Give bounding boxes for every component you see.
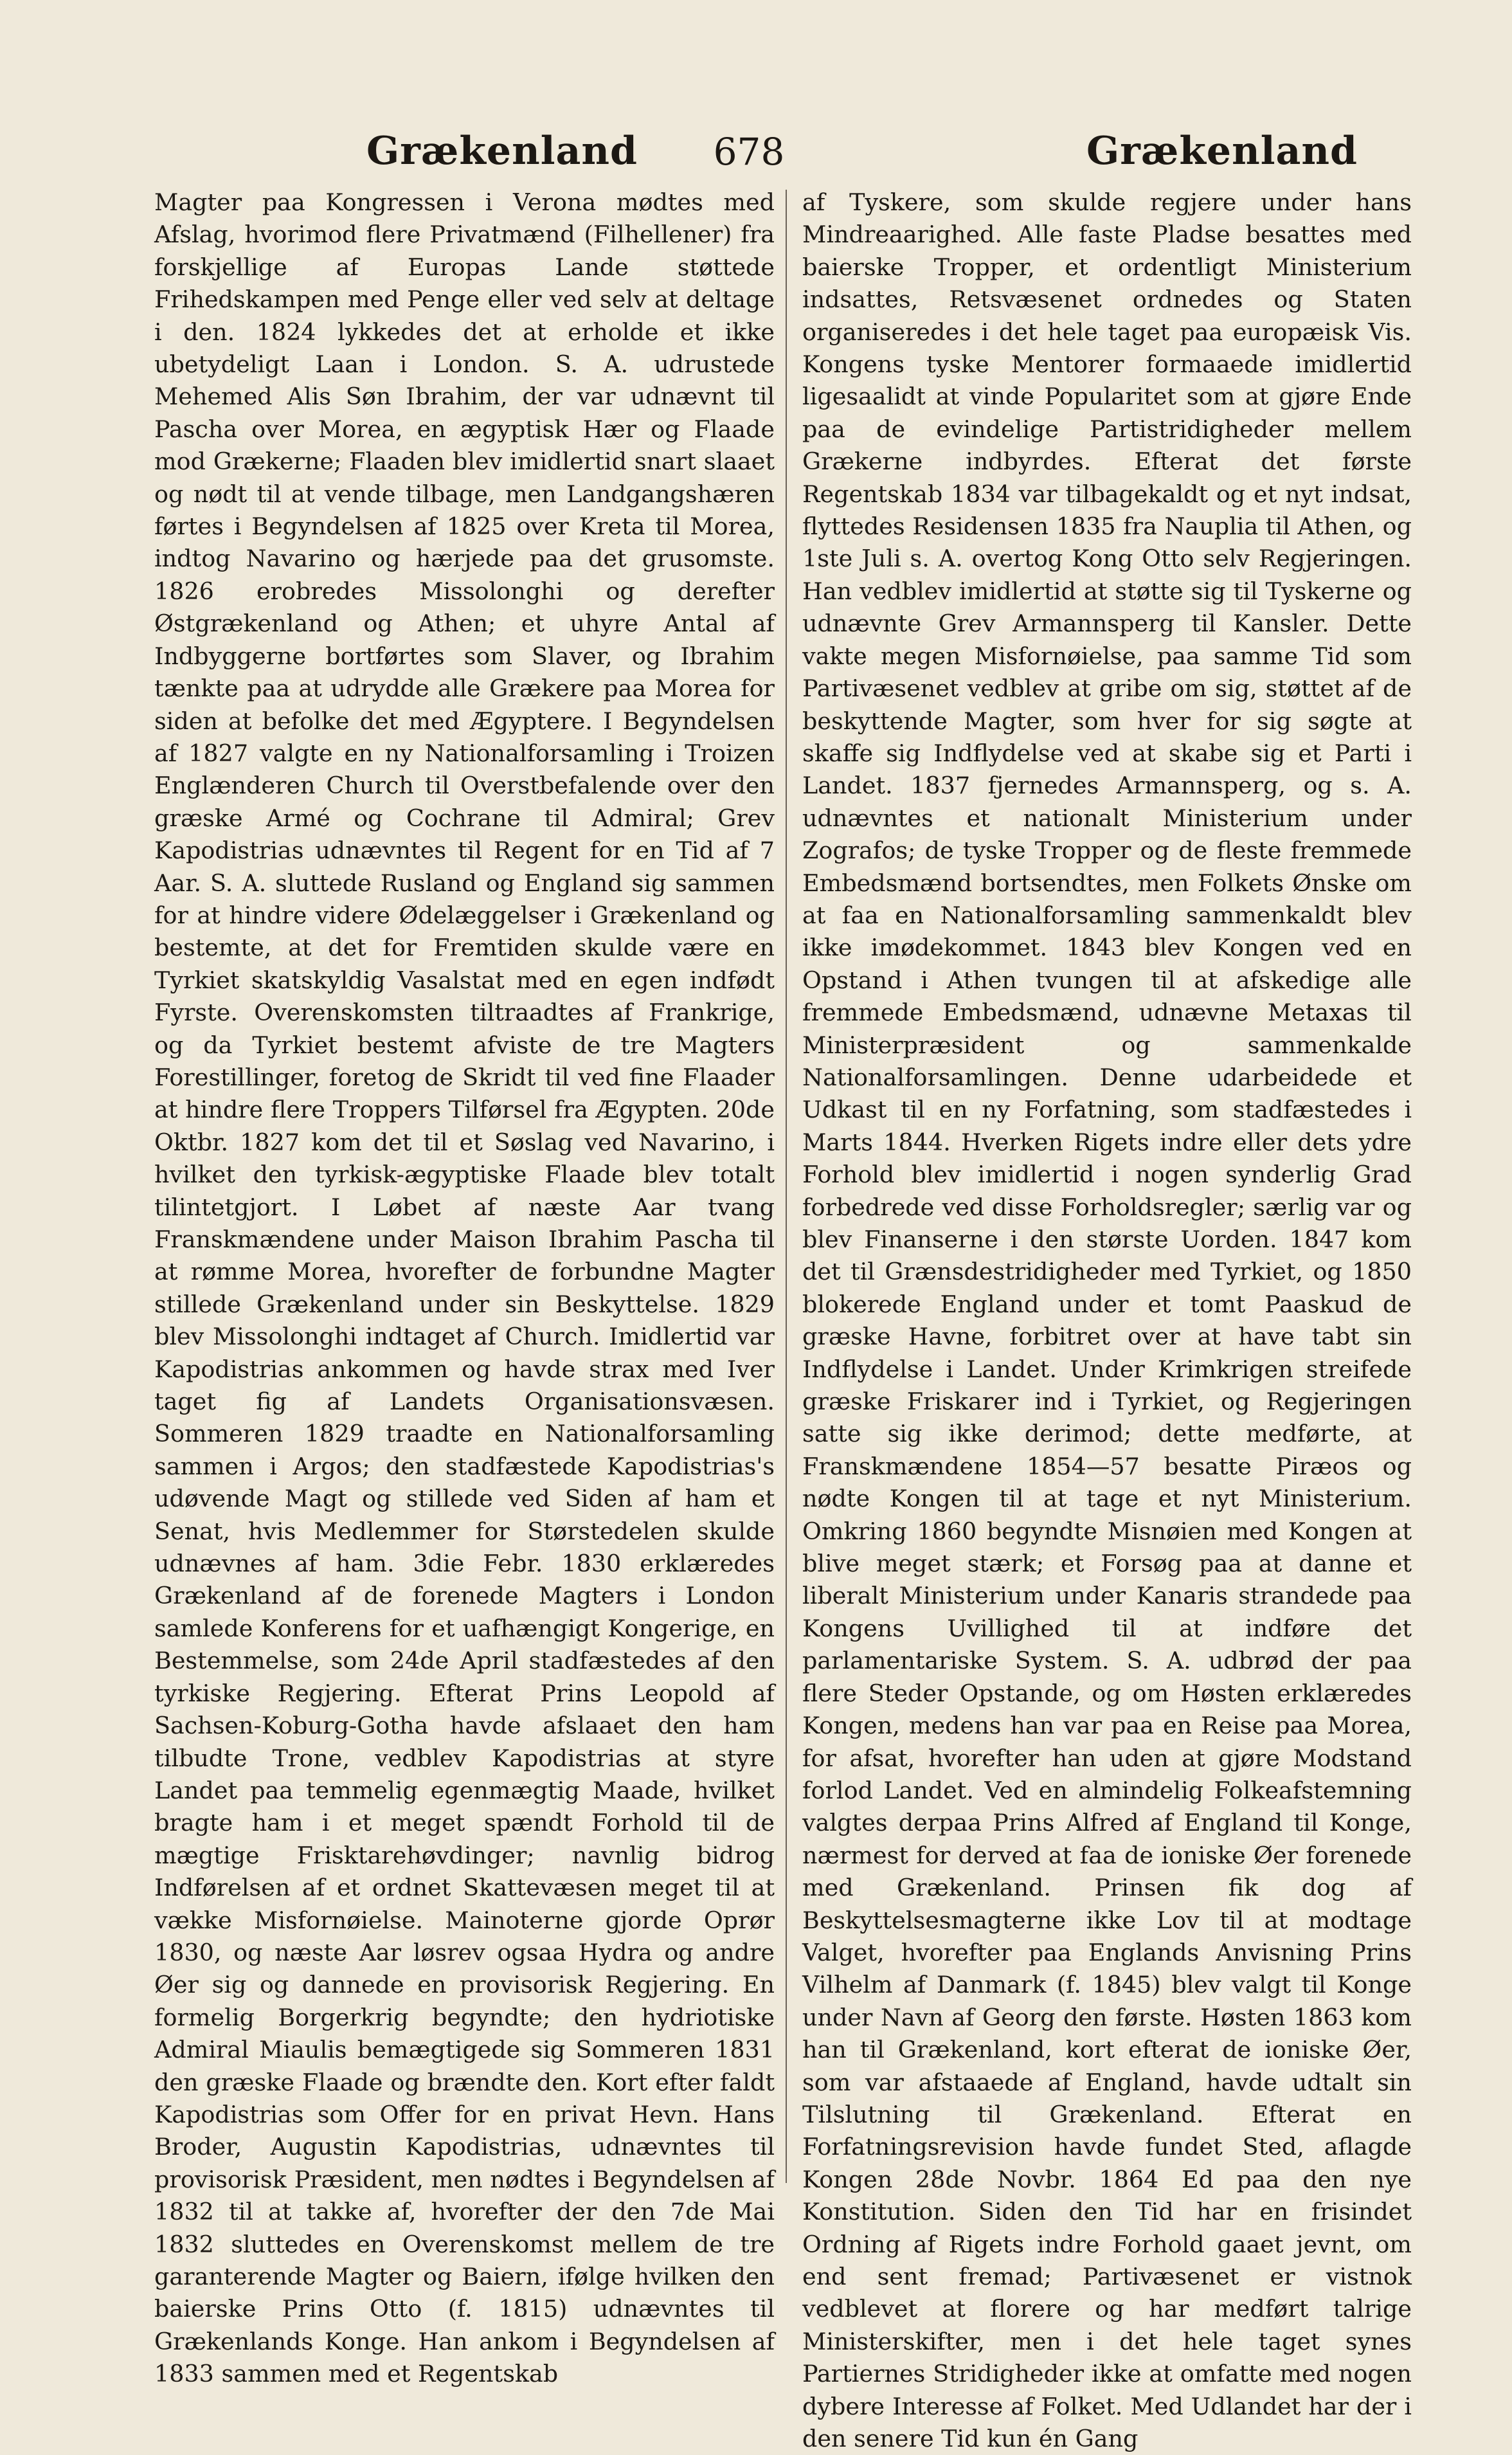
- running-header: [148, 122, 1358, 180]
- header-left-word: Grækenland: [366, 129, 638, 174]
- left-column-text: Magter paa Kongressen i Verona mødtes med Afslag, hvorimod flere Privatmænd (Filhellener) fra forskjellige af Europas Lande støttede Frihedskampen med Penge eller ved selv at deltage i den. 1824 lykkedes det at erholde et ikke ubetydeligt Laan i London. S. A. udrustede Mehemed Alis Søn Ibrahim, der var udnævnt til Pascha over Morea, en ægyptisk Hær og Flaade mod Grækerne; Flaaden blev imidlertid snart slaaet og nødt til at vende tilbage, men Landgangshæren førtes i Begyndelsen af 1825 over Kreta til Morea, indtog Navarino og hærjede paa det grusomste. 1826 erobredes Missolonghi og derefter Østgrækenland og Athen; et uhyre Antal af Indbyggerne bortførtes som Slaver, og Ibrahim tænkte paa at udrydde alle Grækere paa Morea for siden at befolke det med Ægyptere. I Begyndelsen af 1827 valgte en ny Nationalforsamling i Troizen Englænderen Church til Overstbefalende over den græske Armé og Cochrane til Admiral; Grev Kapodistrias udnævntes til Regent for en Tid af 7 Aar. S. A. sluttede Rusland og England sig sammen for at hindre videre Ødelæggelser i Grækenland og bestemte, at det for Fremtiden skulde være en Tyrkiet skatskyldig Vasalstat med en egen indfødt Fyrste. Overenskomsten tiltraadtes af Frankrige, og da Tyrkiet bestemt afviste de tre Magters Forestillinger, foretog de Skridt til ved fine Flaader at hindre flere Troppers Tilførsel fra Ægypten. 20de Oktbr. 1827 kom det til et Søslag ved Navarino, i hvilket den tyrkisk-ægyptiske Flaade blev totalt tilintetgjort. I Løbet af næste Aar tvang Franskmændene under Maison Ibrahim Pascha til at rømme Morea, hvorefter de forbundne Magter stillede Grækenland under sin Beskyttelse. 1829 blev Missolonghi indtaget af Church. Imidlertid var Kapodistrias ankommen og havde strax med Iver taget fig af Landets Organisationsvæsen. Sommeren 1829 traadte en Nationalforsamling sammen i Argos; den stadfæstede Kapodistrias's udøvende Magt og stillede ved Siden af ham et Senat, hvis Medlemmer for Størstedelen skulde udnævnes af ham. 3die Febr. 1830 erklæredes Grækenland af de forenede Magters i London samlede Konferens for et uafhængigt Kongerige, en Bestemmelse, som 24de April stadfæstedes af den tyrkiske Regjering. Efterat Prins Leopold af Sachsen-Koburg-Gotha havde afslaaet den ham tilbudte Trone, vedblev Kapodistrias at styre Landet paa temmelig egenmægtig Maade, hvilket bragte ham i et meget spændt Forhold til de mægtige Frisktarehøvdinger; navnlig bidrog Indførelsen af et ordnet Skattevæsen meget til at vække Misfornøielse. Mainoterne gjorde Oprør 1830, og næste Aar løsrev ogsaa Hydra og andre Øer sig og dannede en provisorisk Regjering. En formelig Borgerkrig begyndte; den hydriotiske Admiral Miaulis bemægtigede sig Sommeren 1831 den græske Flaade og brændte den. Kort efter faldt Kapodistrias som Offer for en privat Hevn. Hans Broder, Augustin Kapodistrias, udnævntes til provisorisk Præsident, men nødtes i Begyndelsen af 1832 til at takke af, hvorefter der den 7de Mai 1832 sluttedes en Overenskomst mellem de tre garanterende Magter og Baiern, ifølge hvilken den baierske Prins Otto (f. 1815) udnævntes til Grækenlands Konge. Han ankom i Begyndelsen af 1833 sammen med et Regentskab: [154, 188, 775, 2388]
- right-column-text: af Tyskere, som skulde regjere under hans Mindreaarighed. Alle faste Pladse besattes med baierske Tropper, et ordentligt Ministerium indsattes, Retsvæsenet ordnedes og Staten organiseredes i det hele taget paa europæisk Vis. Kongens tyske Mentorer formaaede imidlertid ligesaalidt at vinde Popularitet som at gjøre Ende paa de evindelige Partistridigheder mellem Grækerne indbyrdes. Efterat det første Regentskab 1834 var tilbagekaldt og et nyt indsat, flyttedes Residensen 1835 fra Nauplia til Athen, og 1ste Juli s. A. overtog Kong Otto selv Regjeringen. Han vedblev imidlertid at støtte sig til Tyskerne og udnævnte Grev Armannsperg til Kansler. Dette vakte megen Misfornøielse, paa samme Tid som Partivæsenet vedblev at gribe om sig, støttet af de beskyttende Magter, som hver for sig søgte at skaffe sig Indflydelse ved at skabe sig et Parti i Landet. 1837 fjernedes Armannsperg, og s. A. udnævntes et nationalt Ministerium under Zografos; de tyske Tropper og de fleste fremmede Embedsmænd bortsendtes, men Folkets Ønske om at faa en Nationalforsamling sammenkaldt blev ikke imødekommet. 1843 blev Kongen ved en Opstand i Athen tvungen til at afskedige alle fremmede Embedsmænd, udnævne Metaxas til Ministerpræsident og sammenkalde Nationalforsamlingen. Denne udarbeidede et Udkast til en ny Forfatning, som stadfæstedes i Marts 1844. Hverken Rigets indre eller dets ydre Forhold blev imidlertid i nogen synderlig Grad forbedrede ved disse Forholdsregler; særlig var og blev Finanserne i den største Uorden. 1847 kom det til Grænsdestridigheder med Tyrkiet, og 1850 blokerede England under et tomt Paaskud de græske Havne, forbitret over at have tabt sin Indflydelse i Landet. Under Krimkrigen streifede græske Friskarer ind i Tyrkiet, og Regjeringen satte sig ikke derimod; dette medførte, at Franskmændene 1854—57 besatte Piræos og nødte Kongen til at tage et nyt Ministerium. Omkring 1860 begyndte Misnøien med Kongen at blive meget stærk; et Forsøg paa at danne et liberalt Ministerium under Kanaris strandede paa Kongens Uvillighed til at indføre det parlamentariske System. S. A. udbrød der paa flere Steder Opstande, og om Høsten erklæredes Kongen, medens han var paa en Reise paa Morea, for afsat, hvorefter han uden at gjøre Modstand forlod Landet. Ved en almindelig Folkeafstemning valgtes derpaa Prins Alfred af England til Konge, nærmest for derved at faa de ioniske Øer forenede med Grækenland. Prinsen fik dog af Beskyttelsesmagterne ikke Lov til at modtage Valget, hvorefter paa Englands Anvisning Prins Vilhelm af Danmark (f. 1845) blev valgt til Konge under Navn af Georg den første. Høsten 1863 kom han til Grækenland, kort efterat de ioniske Øer, som var afstaaede af England, havde udtalt sin Tilslutning til Grækenland. Efterat en Forfatningsrevision havde fundet Sted, aflagde Kongen 28de Novbr. 1864 Ed paa den nye Konstitution. Siden den Tid har en frisindet Ordning af Rigets indre Forhold gaaet jevnt, om end sent fremad; Partivæsenet er vistnok vedblevet at florere og har medført talrige Ministerskifter, men i det hele taget synes Partiernes Stridigheder ikke at omfatte med nogen dybere Interesse af Folket. Med Udlandet har der i den senere Tid kun én Gang: [802, 188, 1412, 2453]
- page-number: 678: [713, 130, 785, 174]
- right-column: [802, 186, 1412, 2453]
- column-divider: [786, 190, 787, 2183]
- left-column: [154, 186, 775, 2388]
- header-right-word: Grækenland: [1086, 129, 1358, 174]
